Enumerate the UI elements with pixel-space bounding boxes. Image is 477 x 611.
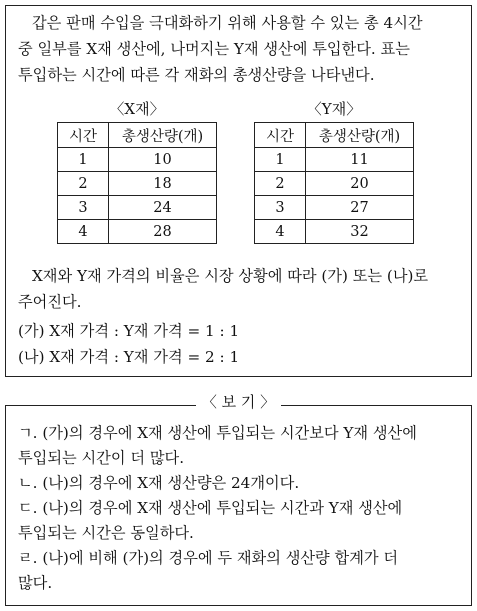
table-row [255,220,414,244]
table-cell: 1 [255,148,306,172]
view-title: 〈 보 기 〉 [0,391,477,412]
table-cell: 4 [58,220,109,244]
table-header-row [255,123,414,148]
table-row [58,172,217,196]
y-table-caption: 〈Y재〉 [306,100,362,118]
table-cell: 11 [306,148,414,172]
x-production-table [57,122,217,244]
table-row [58,196,217,220]
option-a-line-1: ㄱ. (가)의 경우에 X재 생산에 투입되는 시간보다 Y재 생산에 [18,424,417,442]
header-time: 시간 [255,123,306,148]
table-row [255,172,414,196]
y-production-table [254,122,414,244]
header-output: 총생산량(개) [306,123,414,148]
table-cell: 24 [109,196,217,220]
table-cell: 2 [58,172,109,196]
price-intro-line-1: X재와 Y재 가격의 비율은 시장 상황에 따라 (가) 또는 (나)로 [32,267,429,285]
table-cell: 27 [306,196,414,220]
price-intro-line-2: 주어진다. [18,293,82,311]
table-cell: 10 [109,148,217,172]
header-output: 총생산량(개) [109,123,217,148]
option-d-line-1: ㄹ. (나)에 비해 (가)의 경우에 두 재화의 생산량 합계가 더 [18,549,399,567]
table-row [58,148,217,172]
table-cell: 3 [58,196,109,220]
header-time: 시간 [58,123,109,148]
table-row [255,148,414,172]
option-a-line-2: 투입되는 시간이 더 많다. [18,449,185,467]
table-cell: 2 [255,172,306,196]
intro-line-3: 투입하는 시간에 따른 각 재화의 총생산량을 나타낸다. [18,66,375,84]
table-cell: 20 [306,172,414,196]
table-row [255,196,414,220]
option-c-line-2: 투입되는 시간은 동일하다. [18,524,194,542]
table-cell: 3 [255,196,306,220]
table-cell: 28 [109,220,217,244]
table-cell: 18 [109,172,217,196]
table-header-row [58,123,217,148]
table-cell: 1 [58,148,109,172]
option-c-line-1: ㄷ. (나)의 경우에 X재 생산에 투입되는 시간과 Y재 생산에 [18,499,403,517]
intro-line-2: 중 일부를 X재 생산에, 나머지는 Y재 생산에 투입한다. 표는 [18,40,410,58]
table-cell: 4 [255,220,306,244]
table-row [58,220,217,244]
table-cell: 32 [306,220,414,244]
option-d-line-2: 많다. [18,574,53,592]
x-table-caption: 〈X재〉 [109,100,165,118]
intro-line-1: 갑은 판매 수입을 극대화하기 위해 사용할 수 있는 총 4시간 [32,14,423,32]
ratio-ga: (가) X재 가격 : Y재 가격 = 1 : 1 [18,322,240,340]
ratio-na: (나) X재 가격 : Y재 가격 = 2 : 1 [18,348,240,366]
option-b: ㄴ. (나)의 경우에 X재 생산량은 24개이다. [18,474,300,492]
